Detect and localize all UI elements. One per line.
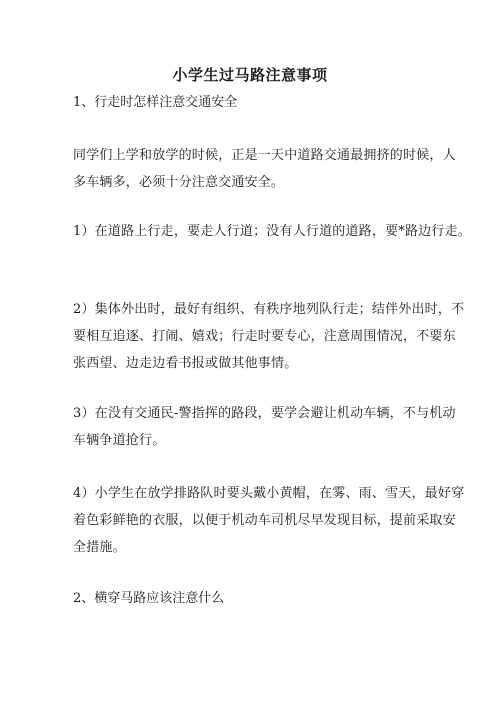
paragraph-line: 着色彩鲜艳的衣服，以便于机动车司机尽早发现目标，提前采取安 — [73, 513, 456, 528]
paragraph-line: 全措施。 — [73, 540, 126, 555]
intro-paragraph — [73, 142, 456, 196]
section-heading-2: 2、横穿马路应该注意什么 — [73, 591, 225, 606]
paragraph-line: 1）在道路上行走，要走人行道；没有人行道的道路，要*路边行走。 — [73, 224, 471, 239]
paragraph-line: 4）小学生在放学排路队时要头戴小黄帽，在雾、雨、雪天，最好穿 — [73, 486, 465, 501]
paragraph-line: 张西望、边走边看书报或做其他事情。 — [73, 356, 298, 371]
paragraph-line: 多车辆多，必须十分注意交通安全。 — [73, 175, 285, 190]
section-heading-1: 1、行走时怎样注意交通安全 — [73, 95, 238, 110]
paragraph-line: 3）在没有交通民-警指挥的路段，要学会避让机动车辆，不与机动 — [73, 406, 456, 421]
paragraph-line: 同学们上学和放学的时候，正是一天中道路交通最拥挤的时候，人 — [73, 148, 456, 163]
document-title: 小学生过马路注意事项 — [172, 66, 328, 84]
paragraph-line: 要相互追逐、打闹、嬉戏；行走时要专心，注意周围情况，不要东 — [73, 329, 456, 344]
item-2-paragraph — [73, 296, 465, 377]
item-1-paragraph — [73, 218, 471, 245]
paragraph-line: 车辆争道抢行。 — [73, 433, 166, 448]
paragraph-line: 2）集体外出时，最好有组织、有秩序地列队行走；结伴外出时，不 — [73, 302, 465, 317]
item-4-paragraph — [73, 480, 465, 561]
item-3-paragraph — [73, 400, 456, 454]
